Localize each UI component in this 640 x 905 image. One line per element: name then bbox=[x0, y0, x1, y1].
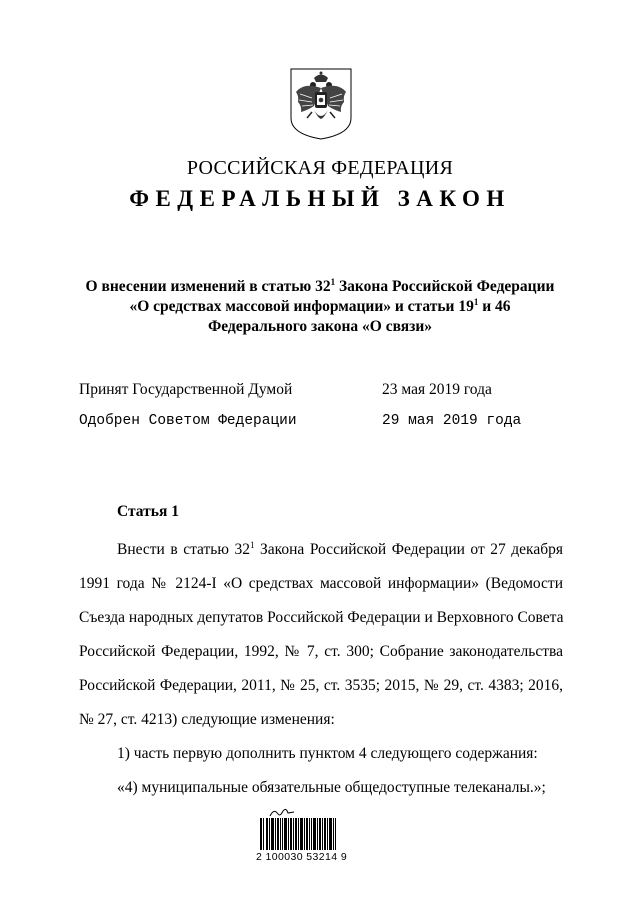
article-list-item: 1) часть первую дополнить пунктом 4 следующего содержания: bbox=[117, 745, 538, 762]
approved-by-council-label: Одобрен Советом Федерации bbox=[79, 413, 297, 429]
article-paragraph-line: 1991 года № 2124-I «О средствах массовой информации» (Ведомости bbox=[79, 575, 563, 592]
article-paragraph-line: Съезда народных депутатов Российской Федерации и Верховного Совета bbox=[79, 609, 564, 626]
article-paragraph-line: Внести в статью $32^1$ Закона Российской Федерации от 27 декабря bbox=[117, 540, 563, 558]
law-title-line-1: О внесении изменений в статью $32^1$ Закона Российской Федерации bbox=[85, 277, 555, 295]
document-type: ФЕДЕРАЛЬНЫЙ ЗАКОН bbox=[129, 186, 511, 211]
barcode-number: 2 100030 53214 9 bbox=[256, 851, 348, 863]
country-name: РОССИЙСКАЯ ФЕДЕРАЦИЯ bbox=[186, 157, 454, 179]
article-quoted-text: «4) муниципальные обязательные общедоступные телеканалы.»; bbox=[117, 779, 546, 796]
adopted-by-duma-date: 23 мая 2019 года bbox=[382, 381, 492, 398]
approved-by-council-date: 29 мая 2019 года bbox=[382, 413, 522, 429]
barcode-icon bbox=[260, 818, 336, 850]
article-paragraph-line: № 27, ст. 4213) следующие изменения: bbox=[79, 711, 335, 728]
coat-of-arms-icon bbox=[290, 68, 352, 140]
adopted-by-duma-label: Принят Государственной Думой bbox=[79, 381, 293, 398]
article-paragraph-line: Российской Федерации, 1992, № 7, ст. 300; Собрание законодательства bbox=[79, 643, 563, 660]
law-title-line-2: «О средствах массовой информации» и статьи $19^1$ и 46 bbox=[129, 297, 511, 315]
article-heading: Статья 1 bbox=[117, 503, 179, 520]
law-title-line-3: Федерального закона «О связи» bbox=[207, 318, 433, 335]
article-paragraph-line: Российской Федерации, 2011, № 25, ст. 3535; 2015, № 29, ст. 4383; 2016, bbox=[79, 677, 563, 694]
